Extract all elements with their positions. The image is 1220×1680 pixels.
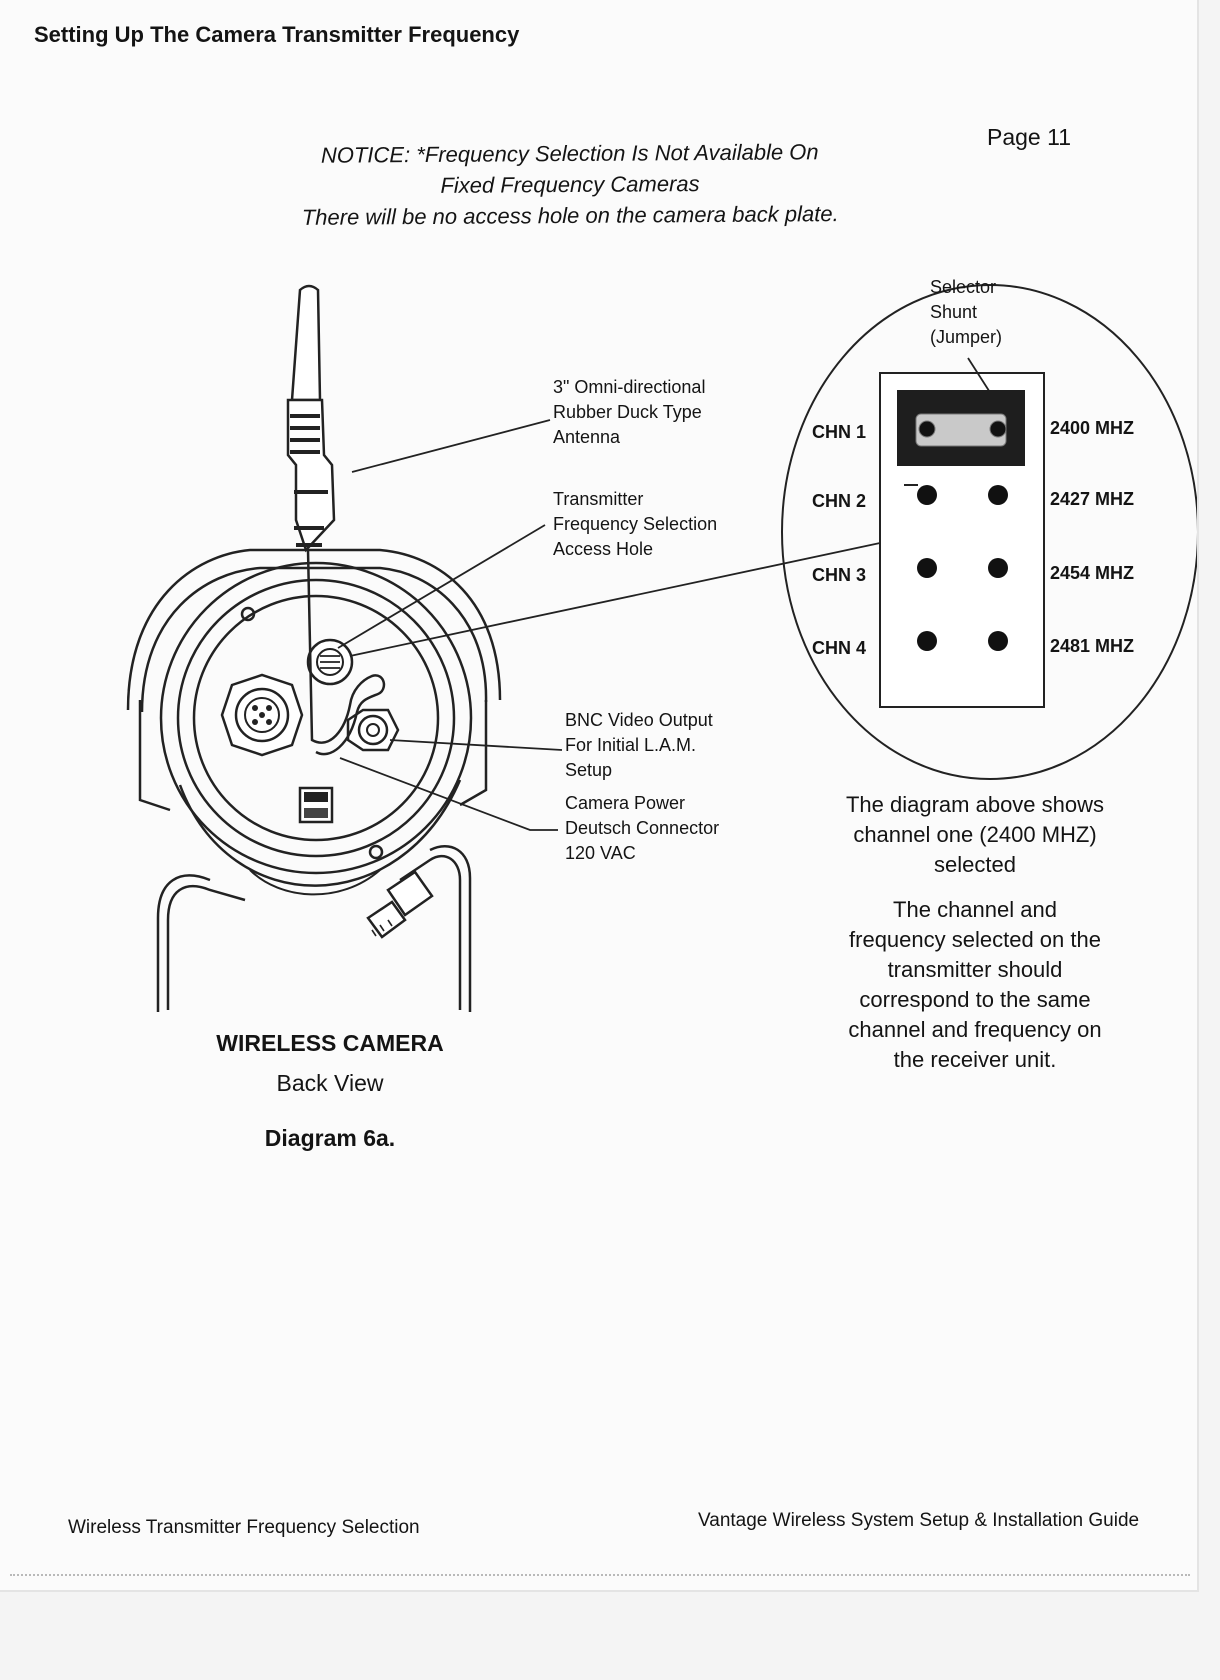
frequency-label: 2481 MHZ <box>1050 636 1135 656</box>
antenna-label-line: 3" Omni-directional <box>553 377 706 397</box>
scan-edge <box>10 1574 1190 1576</box>
antenna-label-line: Rubber Duck Type <box>553 402 702 422</box>
frequency-label: 2400 MHZ <box>1050 418 1135 438</box>
jumper-pin-1b <box>990 421 1006 437</box>
description-line: the receiver unit. <box>893 1047 1057 1072</box>
matching-description <box>810 895 1140 1075</box>
page-title: Setting Up The Camera Transmitter Frequency <box>34 22 520 47</box>
shunt-label-line: (Jumper) <box>930 327 1003 347</box>
channel-label: CHN 4 <box>812 638 867 658</box>
selection-description <box>810 790 1140 880</box>
page-number: Page 11 <box>987 124 1071 150</box>
camera-drawing <box>128 286 500 1012</box>
jumper-pin-4b <box>988 631 1008 651</box>
access-hole-label-line: Access Hole <box>553 539 654 559</box>
jumper-pin-2b <box>988 485 1008 505</box>
channel-label: CHN 3 <box>812 565 867 585</box>
footer-right: Vantage Wireless System Setup & Installation Guide <box>698 1510 1140 1531</box>
jumper-pin-4a <box>917 631 937 651</box>
camera-body <box>161 563 471 873</box>
access-hole-label-line: Frequency Selection <box>553 514 718 534</box>
bnc-label-line: For Initial L.A.M. <box>565 735 697 755</box>
diagram-number: Diagram 6a. <box>264 1125 396 1151</box>
shunt-label <box>930 275 1002 350</box>
bnc-label <box>565 708 713 783</box>
antenna-whip <box>292 286 320 400</box>
description-line: channel and frequency on <box>848 1017 1102 1042</box>
notice-line-2: Fixed Frequency Cameras <box>440 171 700 198</box>
power-label-line: 120 VAC <box>565 843 636 863</box>
description-line: channel one (2400 MHZ) <box>853 822 1097 847</box>
jumper-pin-3b <box>988 558 1008 578</box>
description-line: frequency selected on the <box>849 927 1101 952</box>
description-line: transmitter should <box>887 957 1063 982</box>
camera-caption-subtitle: Back View <box>276 1070 384 1096</box>
bnc-label-line: BNC Video Output <box>565 710 713 730</box>
footer-left: Wireless Transmitter Frequency Selection <box>68 1517 420 1538</box>
notice-line-1: NOTICE: *Frequency Selection Is Not Available On <box>320 139 819 168</box>
description-line: The channel and <box>893 897 1057 922</box>
frequency-label: 2427 MHZ <box>1050 489 1135 509</box>
power-label-line: Camera Power <box>565 793 686 813</box>
shunt-label-line: Shunt <box>930 302 978 322</box>
jumper-pin-3a <box>917 558 937 578</box>
access-hole-label <box>553 487 717 562</box>
shunt-label-line: Selector <box>930 277 997 297</box>
access-hole-label-line: Transmitter <box>553 489 644 509</box>
notice-line-3: There will be no access hole on the camera back plate. <box>301 201 839 230</box>
power-label <box>565 791 719 866</box>
description-line: The diagram above shows <box>845 792 1105 817</box>
selector-zoom <box>782 285 1197 779</box>
jumper-pin-1a <box>919 421 935 437</box>
channel-label: CHN 1 <box>812 422 867 442</box>
description-line: correspond to the same <box>859 987 1091 1012</box>
power-label-line: Deutsch Connector <box>565 818 720 838</box>
antenna-label-line: Antenna <box>553 427 621 447</box>
camera-caption-title: WIRELESS CAMERA <box>216 1030 444 1056</box>
jumper-pin-2a <box>917 485 937 505</box>
bracket-left <box>168 886 245 1010</box>
bnc-label-line: Setup <box>565 760 613 780</box>
channel-label: CHN 2 <box>812 491 867 511</box>
frequency-label: 2454 MHZ <box>1050 563 1135 583</box>
description-line: selected <box>934 852 1016 877</box>
antenna-label <box>553 375 705 450</box>
